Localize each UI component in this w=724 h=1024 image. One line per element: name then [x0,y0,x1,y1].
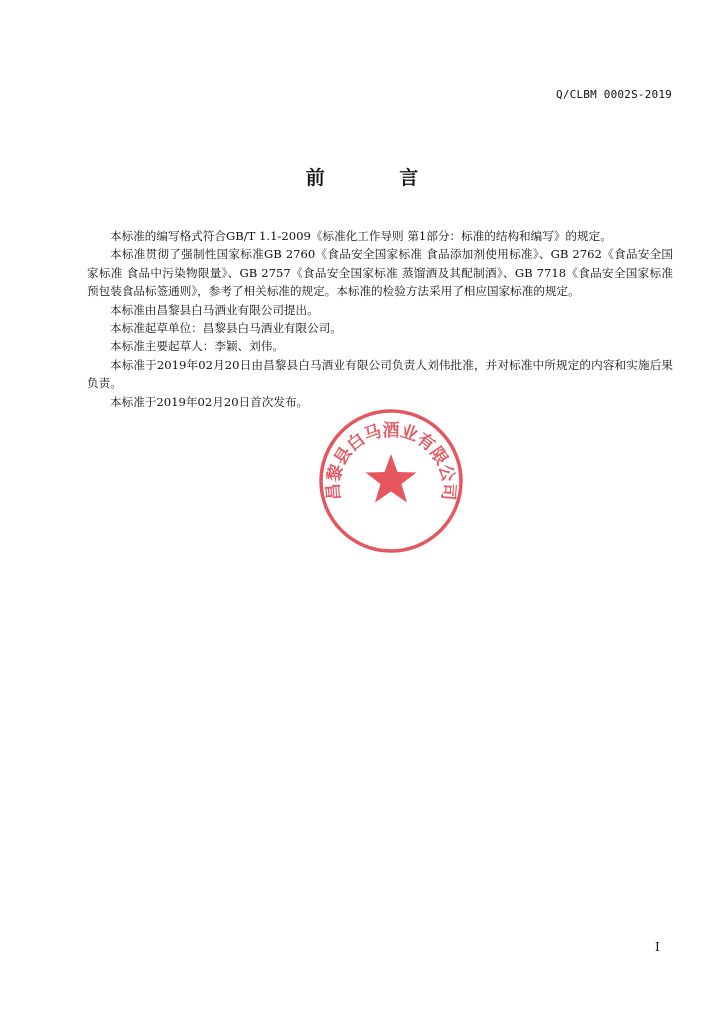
paragraph-approval: 本标准于2019年02月20日由昌黎县白马酒业有限公司负责人刘伟批准，并对标准中所规定的内容和实施后果负责。 [87,357,673,391]
paragraph-release: 本标准于2019年02月20日首次发布。 [110,394,309,409]
seal-text: 昌黎县白马酒业有限公司 [323,420,459,501]
page-title: 前 言 [305,167,453,189]
paragraph-format: 本标准的编写格式符合GB/T 1.1-2009《标准化工作导则 第1部分：标准的结构和编写》的规定。 [110,229,612,243]
paragraph-proposer: 本标准由昌黎县白马酒业有限公司提出。 [110,302,319,317]
paragraph-standards: 本标准贯彻了强制性国家标准GB 2760《食品安全国家标准 食品添加剂使用标准》、GB 2762《食品安全国家标准 食品中污染物限量》、GB 2757《食品安全国家标准 蒸馏酒及其配制酒》、GB 7718《食品安全国家标准 预包装食品标签通则》，参考了相关标准的规定。本标准的检验方法采用了相应国家标准的规定。 [87,247,673,299]
body-text [87,227,673,411]
page-number: I [655,940,660,954]
paragraph-drafting-unit: 本标准起草单位：昌黎县白马酒业有限公司。 [110,321,342,336]
document-code: Q/CLBM 0002S-2019 [556,88,672,101]
company-seal [318,408,464,554]
paragraph-drafters: 本标准主要起草人：李颖、刘伟。 [110,339,284,354]
star-icon [366,454,417,503]
